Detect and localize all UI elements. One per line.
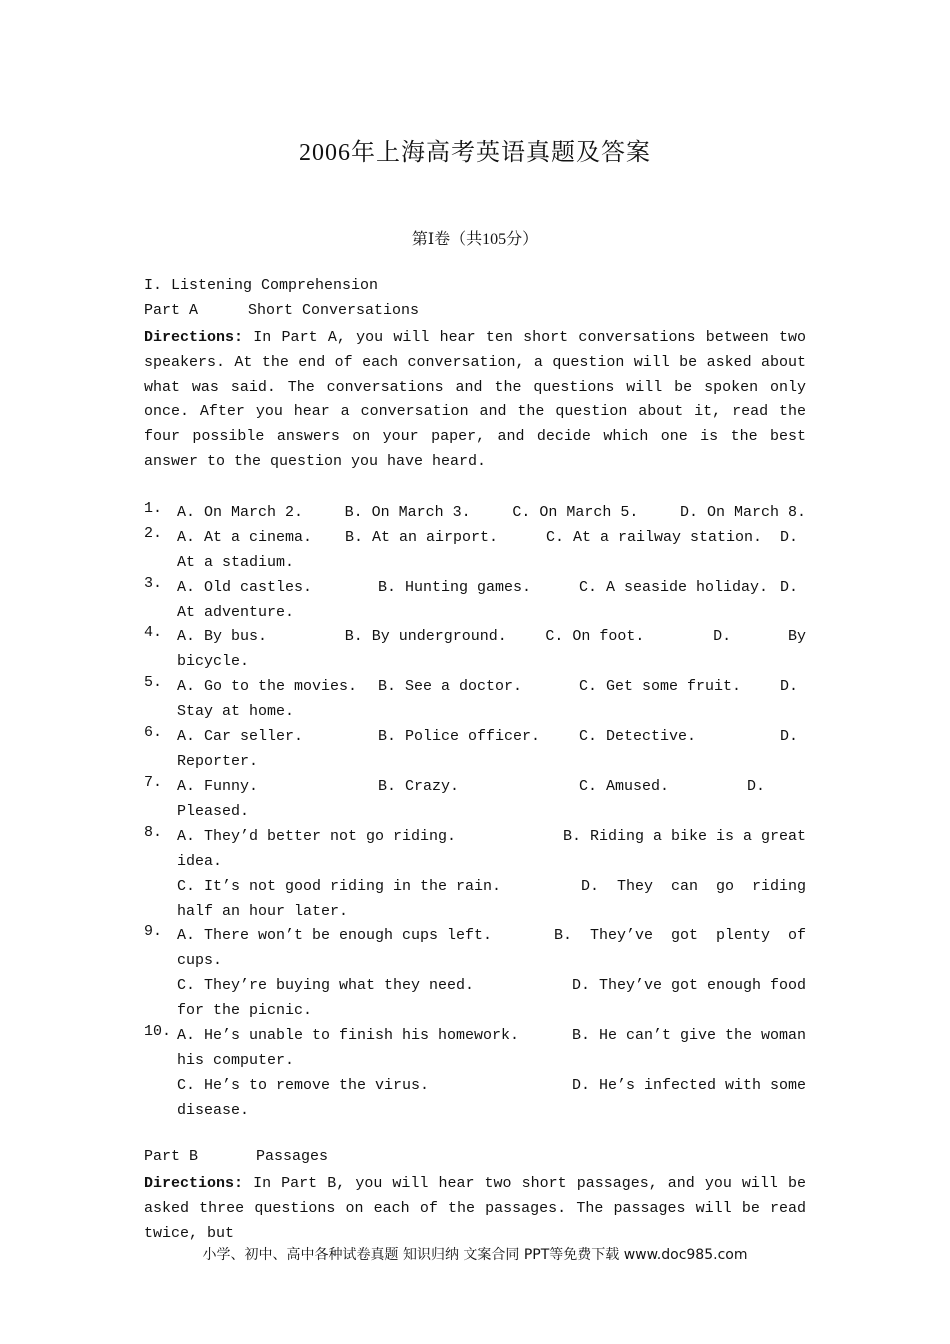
option-b: B. Riding a bike is a great [562,828,806,845]
option-d: D. [780,678,799,695]
option-a: A. Funny. [177,778,259,795]
option-b: B. They’ve got plenty of [553,927,806,944]
option-a: A. Old castles. [177,579,313,596]
paper-subtitle: 第Ⅰ卷（共105分） [411,231,539,248]
option-c: C. Detective. [579,728,697,745]
part-a-directions [144,326,806,475]
part-b-name: Passages [256,1148,329,1165]
option-b-continued: idea. [177,853,223,870]
question-number: 10. [144,1023,172,1040]
directions-label: Directions: [144,329,244,346]
option-c: C. Amused. [579,778,670,795]
option-b: B. See a doctor. [378,678,523,695]
option-a: A. By bus. [177,628,268,645]
question-number: 6. [144,724,163,741]
part-a-name: Short Conversations [248,302,420,319]
option-b: B. On March 3. [344,504,471,521]
option-a: A. They’d better not go riding. [177,828,457,845]
option-d-continued: for the picnic. [177,1002,313,1019]
option-a: A. There won’t be enough cups left. [177,927,493,944]
option-d: D. [780,529,799,546]
option-b: B. At an airport. [345,529,499,546]
directions-text: In Part A, you will hear ten short conversations between two speakers. At the end of each conversation, a question will be asked about what was said. The conversations and the questions will be spoken only once. After you hear a conversation and the question about it, read the four possible answers on your paper, and decide which one is the best answer to the question you have heard. [144,329,806,470]
option-d: D. [780,579,799,596]
part-b-heading [144,1148,328,1165]
page-footer: 小学、初中、高中各种试卷真题 知识归纳 文案合同 PPT等免费下载 www.doc985.com [202,1247,748,1263]
document-title: 2006年上海高考英语真题及答案 [299,140,651,166]
option-c: C. On March 5. [512,504,639,521]
question-number: 4. [144,624,163,641]
option-a: A. Car seller. [177,728,304,745]
option-d-continued: At adventure. [177,604,295,621]
option-a: A. At a cinema. [177,529,313,546]
question-number: 1. [144,500,163,517]
option-d-continued: Pleased. [177,803,250,820]
option-c: C. He’s to remove the virus. [177,1077,430,1094]
option-d: D. They can go riding [580,878,806,895]
option-d: D. They’ve got enough food [571,977,806,994]
option-d-continued: bicycle. [177,653,250,670]
part-b-label: Part B [144,1148,199,1165]
option-b: B. Police officer. [378,728,541,745]
option-c: C. It’s not good riding in the rain. [177,878,502,895]
option-c: C. Get some fruit. [579,678,742,695]
directions-text: In Part B, you will hear two short passages, and you will be asked three questions on each of the passages. The passages will be read twice, but [144,1175,806,1242]
option-d: D. He’s infected with some [571,1077,806,1094]
part-a-label: Part A [144,302,199,319]
option-b: B. Hunting games. [378,579,532,596]
option-b-continued: cups. [177,952,223,969]
option-b-continued: his computer. [177,1052,295,1069]
option-b: B. Crazy. [378,778,460,795]
question-number: 7. [144,774,163,791]
question-number: 9. [144,923,163,940]
option-d-continued: At a stadium. [177,554,295,571]
option-a: A. He’s unable to finish his homework. [177,1027,520,1044]
question-number: 8. [144,824,163,841]
question-number: 5. [144,674,163,691]
option-d-continued: Stay at home. [177,703,295,720]
option-a: A. On March 2. [177,504,304,521]
directions-label: Directions: [144,1175,244,1192]
option-a: A. Go to the movies. [177,678,358,695]
option-d-continued: half an hour later. [177,903,349,920]
option-b: B. By underground. [344,628,507,645]
option-c: C. They’re buying what they need. [177,977,475,994]
part-a-heading [144,302,419,319]
section-heading: I. Listening Comprehension [144,277,379,294]
option-b: B. He can’t give the woman [571,1027,806,1044]
option-d: D. [747,778,766,795]
question-number: 2. [144,525,163,542]
option-d: D. [780,728,799,745]
option-d-continued: Reporter. [177,753,259,770]
part-b-directions [144,1172,806,1246]
option-d-continued: disease. [177,1102,250,1119]
question-number: 3. [144,575,163,592]
option-c: C. At a railway station. [546,529,763,546]
option-d-word: By [787,628,806,645]
option-d: D. On March 8. [679,504,806,521]
option-c: C. On foot. [545,628,645,645]
option-d: D. [713,628,732,645]
option-c: C. A seaside holiday. [579,579,769,596]
